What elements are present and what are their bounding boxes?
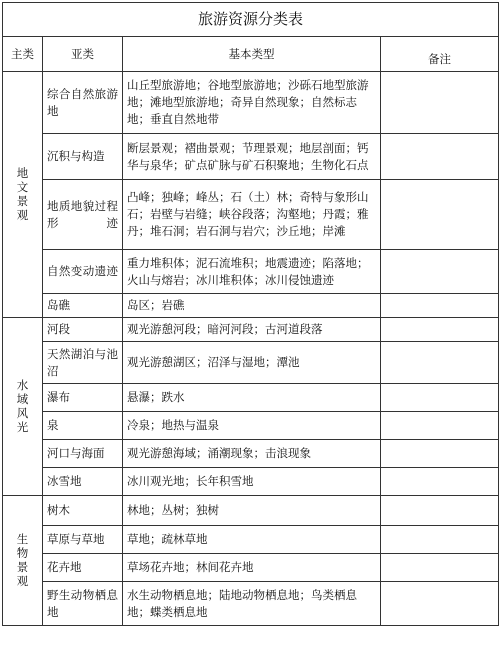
subcategory-cell: 沉积与构造: [43, 134, 123, 180]
table-row: [3, 180, 499, 250]
subcategory-cell: 河段: [43, 318, 123, 342]
basic-types-cell: 重力堆积体；泥石流堆积；地震遗迹；陷落地；火山与熔岩；冰川堆积体；冰川侵蚀遗迹: [123, 250, 381, 294]
header-notes: 备注: [381, 37, 499, 72]
subcategory-cell: 岛礁: [43, 294, 123, 318]
basic-types-cell: 观光游憩湖区；沼泽与湿地；潭池: [123, 342, 381, 384]
subcategory-cell: 草原与草地: [43, 526, 123, 554]
subcategory-cell: 泉: [43, 412, 123, 440]
basic-types-cell: 草地；疏林草地: [123, 526, 381, 554]
basic-types-cell: 岛区；岩礁: [123, 294, 381, 318]
subcategory-cell: 花卉地: [43, 554, 123, 582]
subcategory-cell: 河口与海面: [43, 440, 123, 468]
note-cell: [381, 342, 499, 384]
subcategory-cell: 冰雪地: [43, 468, 123, 496]
table-row: [3, 468, 499, 496]
subcategory-cell: 树木: [43, 496, 123, 526]
note-cell: [381, 180, 499, 250]
note-cell: [381, 294, 499, 318]
basic-types-cell: 草场花卉地；林间花卉地: [123, 554, 381, 582]
note-cell: [381, 526, 499, 554]
note-cell: [381, 134, 499, 180]
header-main-category: 主类: [3, 37, 43, 72]
subcategory-cell: 综合自然旅游地: [43, 72, 123, 134]
table-row: [3, 294, 499, 318]
basic-types-cell: 悬瀑；跌水: [123, 384, 381, 412]
note-cell: [381, 412, 499, 440]
note-cell: [381, 250, 499, 294]
note-cell: [381, 468, 499, 496]
note-cell: [381, 440, 499, 468]
note-cell: [381, 496, 499, 526]
basic-types-cell: 水生动物栖息地；陆地动物栖息地；鸟类栖息地；蝶类栖息地: [123, 582, 381, 626]
main-category-cell: 生物景观: [3, 496, 43, 626]
table-row: [3, 526, 499, 554]
basic-types-cell: 凸峰；独峰；峰丛；石（土）林；奇特与象形山石；岩壁与岩缝；峡谷段落；沟壑地；丹霞；雅丹；堆石洞；岩石洞与岩穴；沙丘地；岸滩: [123, 180, 381, 250]
basic-types-cell: 冰川观光地；长年积雪地: [123, 468, 381, 496]
table-row: [3, 250, 499, 294]
header-subcategory: 亚类: [43, 37, 123, 72]
subcategory-cell: 地质地貌过程形迹: [43, 180, 123, 250]
table-row: [3, 134, 499, 180]
table-row: [3, 440, 499, 468]
basic-types-cell: 断层景观；褶曲景观；节理景观；地层剖面；钙华与泉华；矿点矿脉与矿石积聚地；生物化石点: [123, 134, 381, 180]
basic-types-cell: 山丘型旅游地；谷地型旅游地；沙砾石地型旅游地；滩地型旅游地；奇异自然现象；自然标志地；垂直自然地带: [123, 72, 381, 134]
subcategory-cell: 自然变动遗迹: [43, 250, 123, 294]
table-row: [3, 412, 499, 440]
basic-types-cell: 林地；丛树；独树: [123, 496, 381, 526]
subcategory-cell: 瀑布: [43, 384, 123, 412]
table-row: [3, 496, 499, 526]
basic-types-cell: 冷泉；地热与温泉: [123, 412, 381, 440]
table-row: [3, 582, 499, 626]
header-row: [3, 37, 499, 72]
note-cell: [381, 582, 499, 626]
basic-types-cell: 观光游憩海域；涌潮现象；击浪现象: [123, 440, 381, 468]
basic-types-cell: 观光游憩河段；暗河河段；古河道段落: [123, 318, 381, 342]
note-cell: [381, 554, 499, 582]
main-category-cell: 水域风光: [3, 318, 43, 496]
table-row: [3, 72, 499, 134]
note-cell: [381, 318, 499, 342]
note-cell: [381, 72, 499, 134]
header-basic-types: 基本类型: [123, 37, 381, 72]
classification-table: [2, 2, 499, 626]
subcategory-cell: 天然湖泊与池沼: [43, 342, 123, 384]
main-category-cell: 地文景观: [3, 72, 43, 318]
table-row: [3, 554, 499, 582]
table-row: [3, 384, 499, 412]
note-cell: [381, 384, 499, 412]
table-row: [3, 318, 499, 342]
subcategory-cell: 野生动物栖息地: [43, 582, 123, 626]
table-row: [3, 342, 499, 384]
table-title: 旅游资源分类表: [3, 3, 499, 37]
